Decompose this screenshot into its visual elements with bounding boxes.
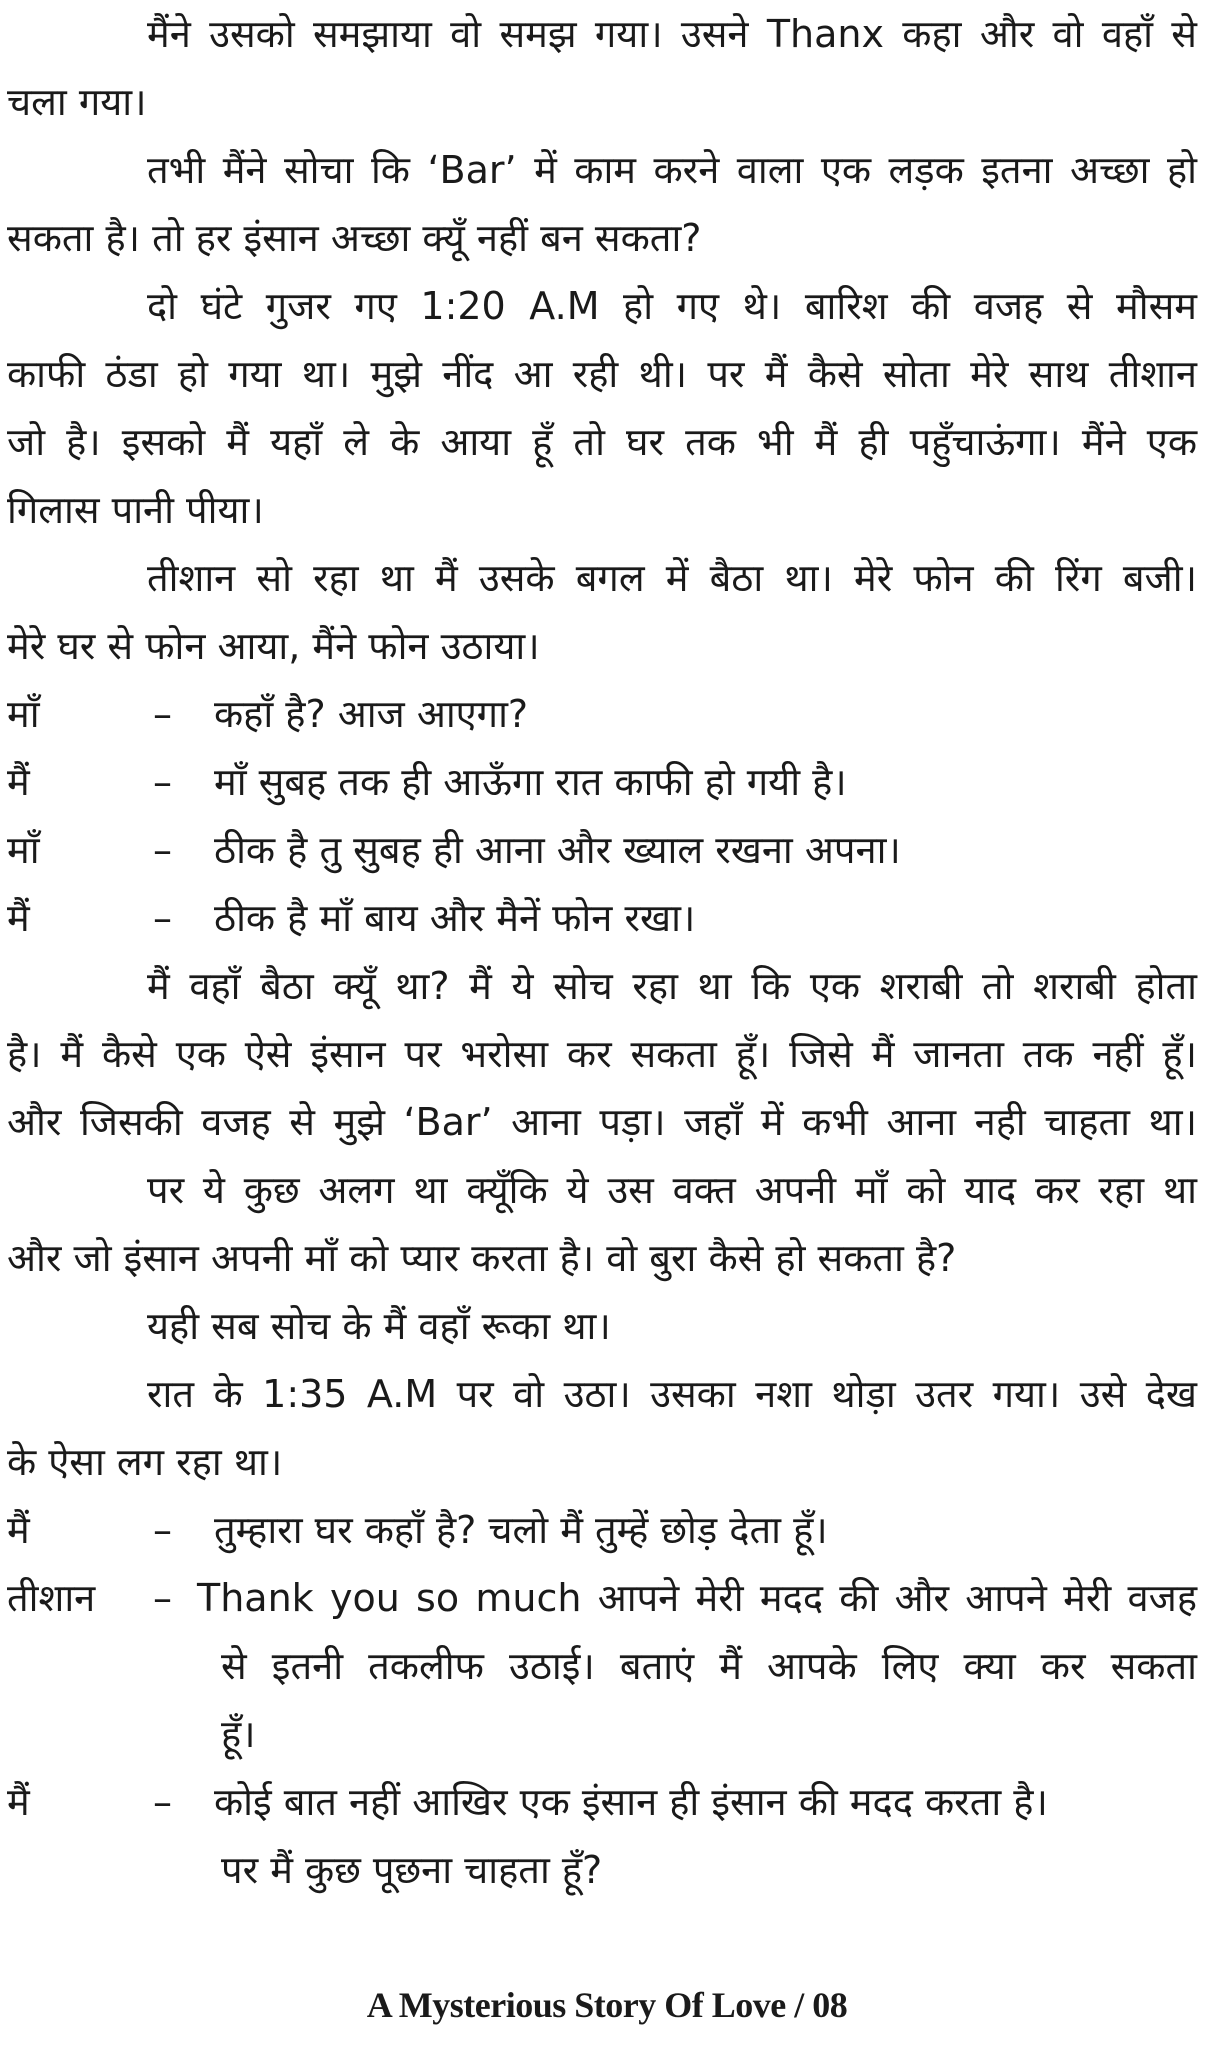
line-text: और जो इंसान अपनी माँ को प्यार करता है। वो बुरा कैसे हो सकता है? [7, 1236, 957, 1280]
speaker-name: तीशान [7, 1576, 96, 1620]
line-text: यही सब सोच के मैं वहाँ रूका था। [147, 1304, 611, 1348]
text-line [7, 1700, 1197, 1768]
line-text: ठीक है माँ बाय और मैनें फोन रखा। [214, 896, 696, 940]
line-text: ठीक है तु सुबह ही आना और ख्याल रखना अपना। [214, 828, 901, 872]
dialogue-line [7, 748, 1197, 816]
dialogue-line [7, 680, 1197, 748]
text-line [7, 136, 1197, 204]
dialogue-line [7, 1768, 1197, 1836]
line-text: मैंने उसको समझाया वो समझ गया। उसने Thanx कहा और वो वहाँ से [147, 12, 1197, 56]
line-text: कोई बात नहीं आखिर एक इंसान ही इंसान की मदद करता है। [214, 1780, 1048, 1824]
text-line [7, 952, 1197, 1020]
line-text: मेरे घर से फोन आया, मैंने फोन उठाया। [7, 624, 540, 668]
line-text: कहाँ है? आज आएगा? [214, 692, 529, 736]
line-text: तभी मैंने सोचा कि ‘Bar’ में काम करने वाला एक लड़क इतना अच्छा हो [147, 148, 1197, 192]
dialogue-dash: – [153, 692, 172, 736]
speaker-name: माँ [7, 828, 40, 872]
line-text: के ऐसा लग रहा था। [7, 1440, 283, 1484]
text-line [7, 612, 1197, 680]
line-text: काफी ठंडा हो गया था। मुझे नींद आ रही थी। पर मैं कैसे सोता मेरे साथ तीशान [7, 352, 1197, 396]
line-text: से इतनी तकलीफ उठाई। बताएं मैं आपके लिए क्या कर सकता [221, 1644, 1197, 1688]
line-text: है। मैं कैसे एक ऐसे इंसान पर भरोसा कर सकता हूँ। जिसे मैं जानता तक नहीं हूँ। [7, 1032, 1197, 1076]
line-text: मैं वहाँ बैठा क्यूँ था? मैं ये सोच रहा था कि एक शराबी तो शराबी होता [147, 964, 1197, 1008]
dialogue-line [7, 884, 1197, 952]
dialogue-dash: – [153, 1508, 172, 1552]
text-line [7, 1156, 1197, 1224]
text-line [7, 0, 1197, 68]
line-text: हूँ। [221, 1712, 256, 1756]
line-text: सकता है। तो हर इंसान अच्छा क्यूँ नहीं बन सकता? [7, 216, 702, 260]
text-line [7, 340, 1197, 408]
text-line [7, 1224, 1197, 1292]
dialogue-dash: – [153, 760, 172, 804]
text-line [7, 1360, 1197, 1428]
dialogue-dash: – [153, 1780, 172, 1824]
text-line [7, 1020, 1197, 1088]
line-text: रात के 1:35 A.M पर वो उठा। उसका नशा थोड़ा उतर गया। उसे देख [147, 1372, 1197, 1416]
line-text: तुम्हारा घर कहाँ है? चलो मैं तुम्हें छोड़ देता हूँ। [214, 1508, 828, 1552]
text-line [7, 204, 1197, 272]
text-line [7, 1088, 1197, 1156]
line-text: गिलास पानी पीया। [7, 488, 264, 532]
speaker-name: मैं [7, 1780, 30, 1824]
dialogue-line [7, 816, 1197, 884]
page-footer: A Mysterious Story Of Love / 08 [366, 1985, 848, 2025]
dialogue-line [7, 1496, 1197, 1564]
dialogue-line [7, 1564, 1197, 1632]
speaker-name: मैं [7, 896, 30, 940]
text-line [7, 544, 1197, 612]
line-text: तीशान सो रहा था मैं उसके बगल में बैठा था। मेरे फोन की रिंग बजी। [147, 556, 1197, 600]
dialogue-dash: – [153, 828, 172, 872]
line-text: जो है। इसको मैं यहाँ ले के आया हूँ तो घर तक भी मैं ही पहुँचाऊंगा। मैंने एक [7, 420, 1197, 464]
line-text: और जिसकी वजह से मुझे ‘Bar’ आना पड़ा। जहाँ में कभी आना नही चाहता था। [7, 1100, 1197, 1144]
line-text: पर ये कुछ अलग था क्यूँकि ये उस वक्त अपनी माँ को याद कर रहा था [147, 1168, 1197, 1212]
speaker-name: मैं [7, 760, 30, 804]
speaker-name: माँ [7, 692, 40, 736]
text-line [7, 68, 1197, 136]
text-line [7, 1428, 1197, 1496]
text-line [7, 272, 1197, 340]
text-line [7, 1632, 1197, 1700]
text-line [7, 408, 1197, 476]
speaker-name: मैं [7, 1508, 30, 1552]
dialogue-dash: – [153, 1576, 172, 1620]
line-text: Thank you so much आपने मेरी मदद की और आपने मेरी वजह [197, 1576, 1197, 1620]
line-text: माँ सुबह तक ही आऊँगा रात काफी हो गयी है। [214, 760, 847, 804]
line-text: पर मैं कुछ पूछना चाहता हूँ? [221, 1848, 603, 1892]
text-line [7, 1292, 1197, 1360]
text-line [7, 476, 1197, 544]
text-line [7, 1836, 1197, 1904]
line-text: दो घंटे गुजर गए 1:20 A.M हो गए थे। बारिश की वजह से मौसम [147, 284, 1197, 328]
line-text: चला गया। [7, 80, 147, 124]
dialogue-dash: – [153, 896, 172, 940]
